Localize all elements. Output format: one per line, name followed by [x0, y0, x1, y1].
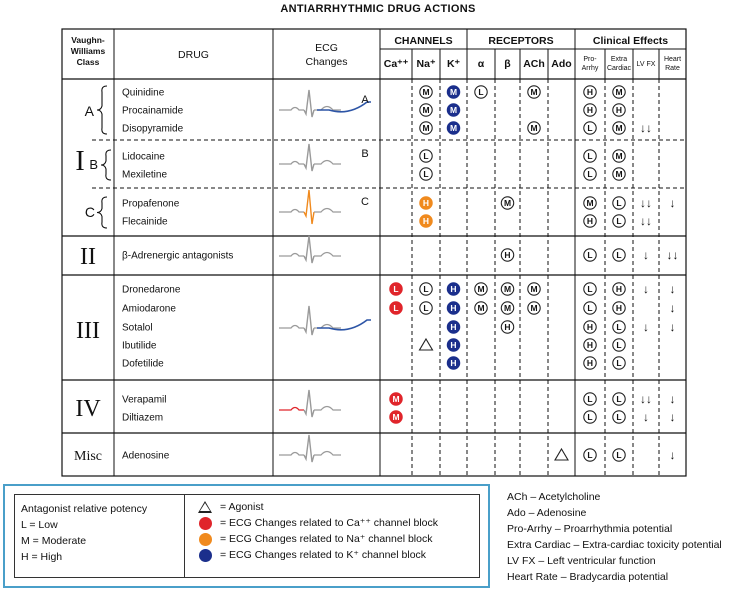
drug-name: Diltiazem: [122, 412, 164, 424]
arrow-mark: ↓: [643, 320, 649, 334]
potency-letter: L: [616, 250, 622, 261]
class-ia-label: A: [84, 103, 94, 119]
clin-subheader: Cardiac: [606, 65, 632, 72]
abbr-heartrate: Heart Rate – Bradycardia potential: [507, 571, 669, 583]
potency-letter: H: [586, 105, 594, 116]
potency-letter: L: [587, 450, 593, 461]
potency-letter: L: [616, 358, 622, 369]
drug-name: Ibutilide: [122, 340, 157, 352]
potency-moderate: M = Moderate: [21, 535, 87, 547]
potency-letter: L: [616, 450, 622, 461]
class-i-label: I: [75, 146, 85, 177]
ecg-trace: [314, 161, 341, 165]
brace-shape: [101, 150, 111, 180]
drug-name: Flecainide: [122, 216, 168, 228]
class-header: Williams: [70, 46, 106, 56]
potency-letter: M: [503, 198, 512, 209]
abbreviations: [507, 489, 755, 585]
potency-letter: L: [616, 394, 622, 405]
brace-shape: [97, 86, 107, 134]
potency-letter: L: [393, 303, 399, 314]
potency-letter: H: [586, 87, 594, 98]
ecg-trace: [279, 162, 304, 165]
ecg-trace: [304, 90, 314, 117]
potency-letter: L: [393, 284, 399, 295]
ecg-trace: [304, 144, 314, 171]
drug-name: Amiodarone: [122, 303, 176, 315]
drug-name: β-Adrenergic antagonists: [122, 250, 234, 262]
blue-dot-icon: [199, 549, 212, 562]
ecg-trace: [304, 390, 314, 417]
subcol-header: ACh: [523, 58, 545, 70]
legend-ca-label: = ECG Changes related to Ca⁺⁺ channel block: [220, 517, 438, 529]
potency-letter: L: [616, 216, 622, 227]
clin-subheader: Extra: [610, 56, 628, 63]
drug-name: Verapamil: [122, 394, 167, 406]
class-misc-label: Misc: [74, 449, 102, 464]
potency-low: L = Low: [21, 519, 58, 531]
potency-letter: H: [504, 250, 511, 261]
arrow-mark: ↓↓: [640, 392, 652, 406]
potency-letter: M: [615, 151, 623, 162]
potency-letter: L: [423, 169, 429, 180]
ecg-header: ECG: [315, 42, 338, 54]
arrow-mark: ↓: [643, 248, 649, 262]
drug-name: Lidocaine: [122, 151, 165, 163]
potency-letter: L: [616, 340, 622, 351]
legend-k: [193, 547, 479, 563]
class-iv-label: IV: [75, 396, 101, 422]
arrow-mark: ↓↓: [640, 214, 652, 228]
class-ic-label: C: [84, 204, 95, 220]
class-header: Class: [76, 57, 100, 67]
potency-letter: H: [450, 358, 457, 369]
subcol-header: Ado: [551, 58, 572, 70]
ecg-trace: [314, 209, 341, 213]
ecg-trace: [314, 452, 341, 456]
clin-subheader: Arrhy: [581, 65, 599, 72]
potency-letter: L: [616, 322, 622, 333]
potency-letter: L: [423, 303, 429, 314]
drug-name: Procainamide: [122, 105, 184, 117]
potency-letter: L: [423, 151, 429, 162]
drug-name: Dronedarone: [122, 284, 181, 296]
potency-letter: H: [450, 322, 457, 333]
ecg-trace: [279, 254, 304, 257]
receptors-header: RECEPTORS: [488, 35, 554, 47]
ecg-trace: [304, 306, 314, 335]
potency-letter: M: [449, 123, 458, 134]
ecg-header: Changes: [305, 56, 348, 68]
arrow-mark: ↓: [669, 196, 676, 210]
potency-letter: M: [422, 105, 430, 116]
potency-letter: H: [422, 198, 430, 209]
abbr-proarrhy: Pro-Arrhy – Proarrhythmia potential: [507, 523, 673, 535]
abbr-ado: Ado – Adenosine: [507, 507, 587, 519]
brace-shape: [97, 197, 107, 228]
drug-name: Quinidine: [122, 87, 165, 99]
channels-header: CHANNELS: [394, 35, 453, 47]
potency-letter: L: [616, 198, 622, 209]
potency-letter: L: [478, 87, 484, 98]
potency-letter: L: [587, 250, 593, 261]
potency-letter: M: [503, 284, 512, 295]
potency-letter: H: [615, 303, 623, 314]
clinical-header: Clinical Effects: [592, 35, 669, 47]
potency-letter: H: [450, 284, 457, 295]
drug-name: Disopyramide: [122, 123, 184, 135]
legend-na: [193, 531, 479, 547]
legend-ca: [193, 515, 479, 531]
class-ii-label: II: [80, 244, 96, 270]
potency-letter: L: [587, 412, 593, 423]
clin-subheader: Pro-: [583, 56, 597, 63]
potency-title: Antagonist relative potency: [21, 503, 148, 515]
potency-letter: M: [477, 284, 485, 295]
arrow-mark: ↓: [669, 320, 676, 334]
subcol-header: Ca⁺⁺: [383, 58, 409, 70]
drug-name: Dofetilide: [122, 358, 164, 370]
orange-dot-icon: [199, 533, 212, 546]
potency-letter: H: [586, 358, 594, 369]
arrow-mark: ↓: [669, 410, 676, 424]
potency-letter: M: [392, 412, 400, 423]
class-ib-label: B: [89, 157, 98, 172]
red-dot-icon: [199, 517, 212, 530]
ecg-trace: [314, 407, 341, 411]
potency-letter: M: [449, 105, 458, 116]
potency-letter: M: [449, 87, 458, 98]
chart-title: ANTIARRHYTHMIC DRUG ACTIONS: [280, 3, 476, 15]
subcol-header: Na⁺: [416, 58, 436, 70]
clin-subheader: Rate: [665, 65, 680, 72]
ecg-letter: A: [361, 94, 369, 106]
ecg-trace: [279, 108, 304, 111]
potency-letter: L: [587, 394, 593, 405]
ecg-letter: C: [361, 196, 369, 208]
potency-letter: L: [587, 169, 593, 180]
arrow-mark: ↓: [643, 410, 649, 424]
ecg-trace: [304, 190, 314, 224]
drug-header: DRUG: [178, 49, 209, 61]
legend-inner: [14, 494, 480, 578]
triangle-icon: [198, 501, 212, 513]
potency-letter: M: [615, 87, 623, 98]
potency-letter: L: [587, 284, 593, 295]
clin-subheader: Heart: [663, 56, 682, 63]
arrow-mark: ↓: [643, 282, 649, 296]
subcol-header: K⁺: [446, 58, 461, 70]
potency-letter: M: [477, 303, 485, 314]
legend-k-label: = ECG Changes related to K⁺ channel block: [220, 549, 427, 561]
legend-box: [3, 484, 490, 588]
arrow-mark: ↓: [669, 448, 676, 462]
potency-letter: H: [586, 340, 594, 351]
ecg-trace: [314, 253, 341, 257]
ecg-trace: [279, 453, 304, 456]
class-iii-label: III: [76, 318, 100, 344]
potency-letter: H: [450, 303, 457, 314]
drug-name: Adenosine: [122, 450, 170, 462]
ecg-letter: B: [361, 148, 369, 160]
clin-subheader: LV FX: [636, 61, 656, 68]
symbol-legend: [193, 499, 479, 563]
potency-letter: M: [530, 303, 538, 314]
drug-name: Propafenone: [122, 198, 180, 210]
abbr-extracardiac: Extra Cardiac – Extra-cardiac toxicity potential: [507, 539, 722, 551]
potency-letter: L: [587, 303, 593, 314]
potency-letter: M: [586, 198, 594, 209]
class-header: Vaughn-: [71, 35, 105, 45]
agonist-triangle: [420, 339, 433, 350]
potency-legend: [15, 495, 185, 577]
potency-high: H = High: [21, 551, 63, 563]
arrow-mark: ↓↓: [640, 196, 652, 210]
arrow-mark: ↓: [669, 282, 676, 296]
potency-letter: H: [615, 105, 623, 116]
potency-letter: M: [530, 87, 538, 98]
potency-letter: H: [450, 340, 457, 351]
ecg-trace: [304, 435, 314, 462]
arrow-mark: ↓↓: [640, 121, 652, 135]
potency-letter: H: [586, 322, 594, 333]
arrow-mark: ↓↓: [666, 248, 679, 262]
ecg-trace: [279, 210, 304, 213]
arrow-mark: ↓: [669, 392, 676, 406]
legend-agonist-label: = Agonist: [220, 501, 264, 513]
potency-letter: M: [422, 123, 430, 134]
potency-letter: L: [587, 151, 593, 162]
potency-letter: H: [586, 216, 594, 227]
subcol-header: α: [477, 58, 485, 70]
subcol-header: β: [504, 58, 511, 70]
potency-letter: M: [392, 394, 400, 405]
arrow-mark: ↓: [669, 301, 676, 315]
potency-letter: H: [504, 322, 511, 333]
potency-letter: M: [615, 169, 623, 180]
potency-letter: M: [422, 87, 430, 98]
ecg-trace: [304, 236, 314, 263]
potency-letter: M: [530, 284, 538, 295]
potency-letter: L: [616, 412, 622, 423]
potency-letter: M: [530, 123, 538, 134]
potency-letter: L: [587, 123, 593, 134]
abbr-ach: ACh – Acetylcholine: [507, 491, 601, 503]
potency-letter: H: [422, 216, 430, 227]
legend-agonist: [193, 499, 479, 515]
abbr-lvfx: LV FX – Left ventricular function: [507, 555, 656, 567]
agonist-triangle: [555, 449, 568, 460]
potency-letter: L: [423, 284, 429, 295]
potency-letter: M: [503, 303, 512, 314]
ecg-trace: [279, 326, 304, 329]
legend-na-label: = ECG Changes related to Na⁺ channel block: [220, 533, 433, 545]
potency-letter: M: [615, 123, 623, 134]
potency-letter: H: [615, 284, 623, 295]
ecg-trace: [279, 408, 304, 411]
drug-name: Mexiletine: [122, 169, 168, 181]
drug-name: Sotalol: [122, 322, 153, 334]
